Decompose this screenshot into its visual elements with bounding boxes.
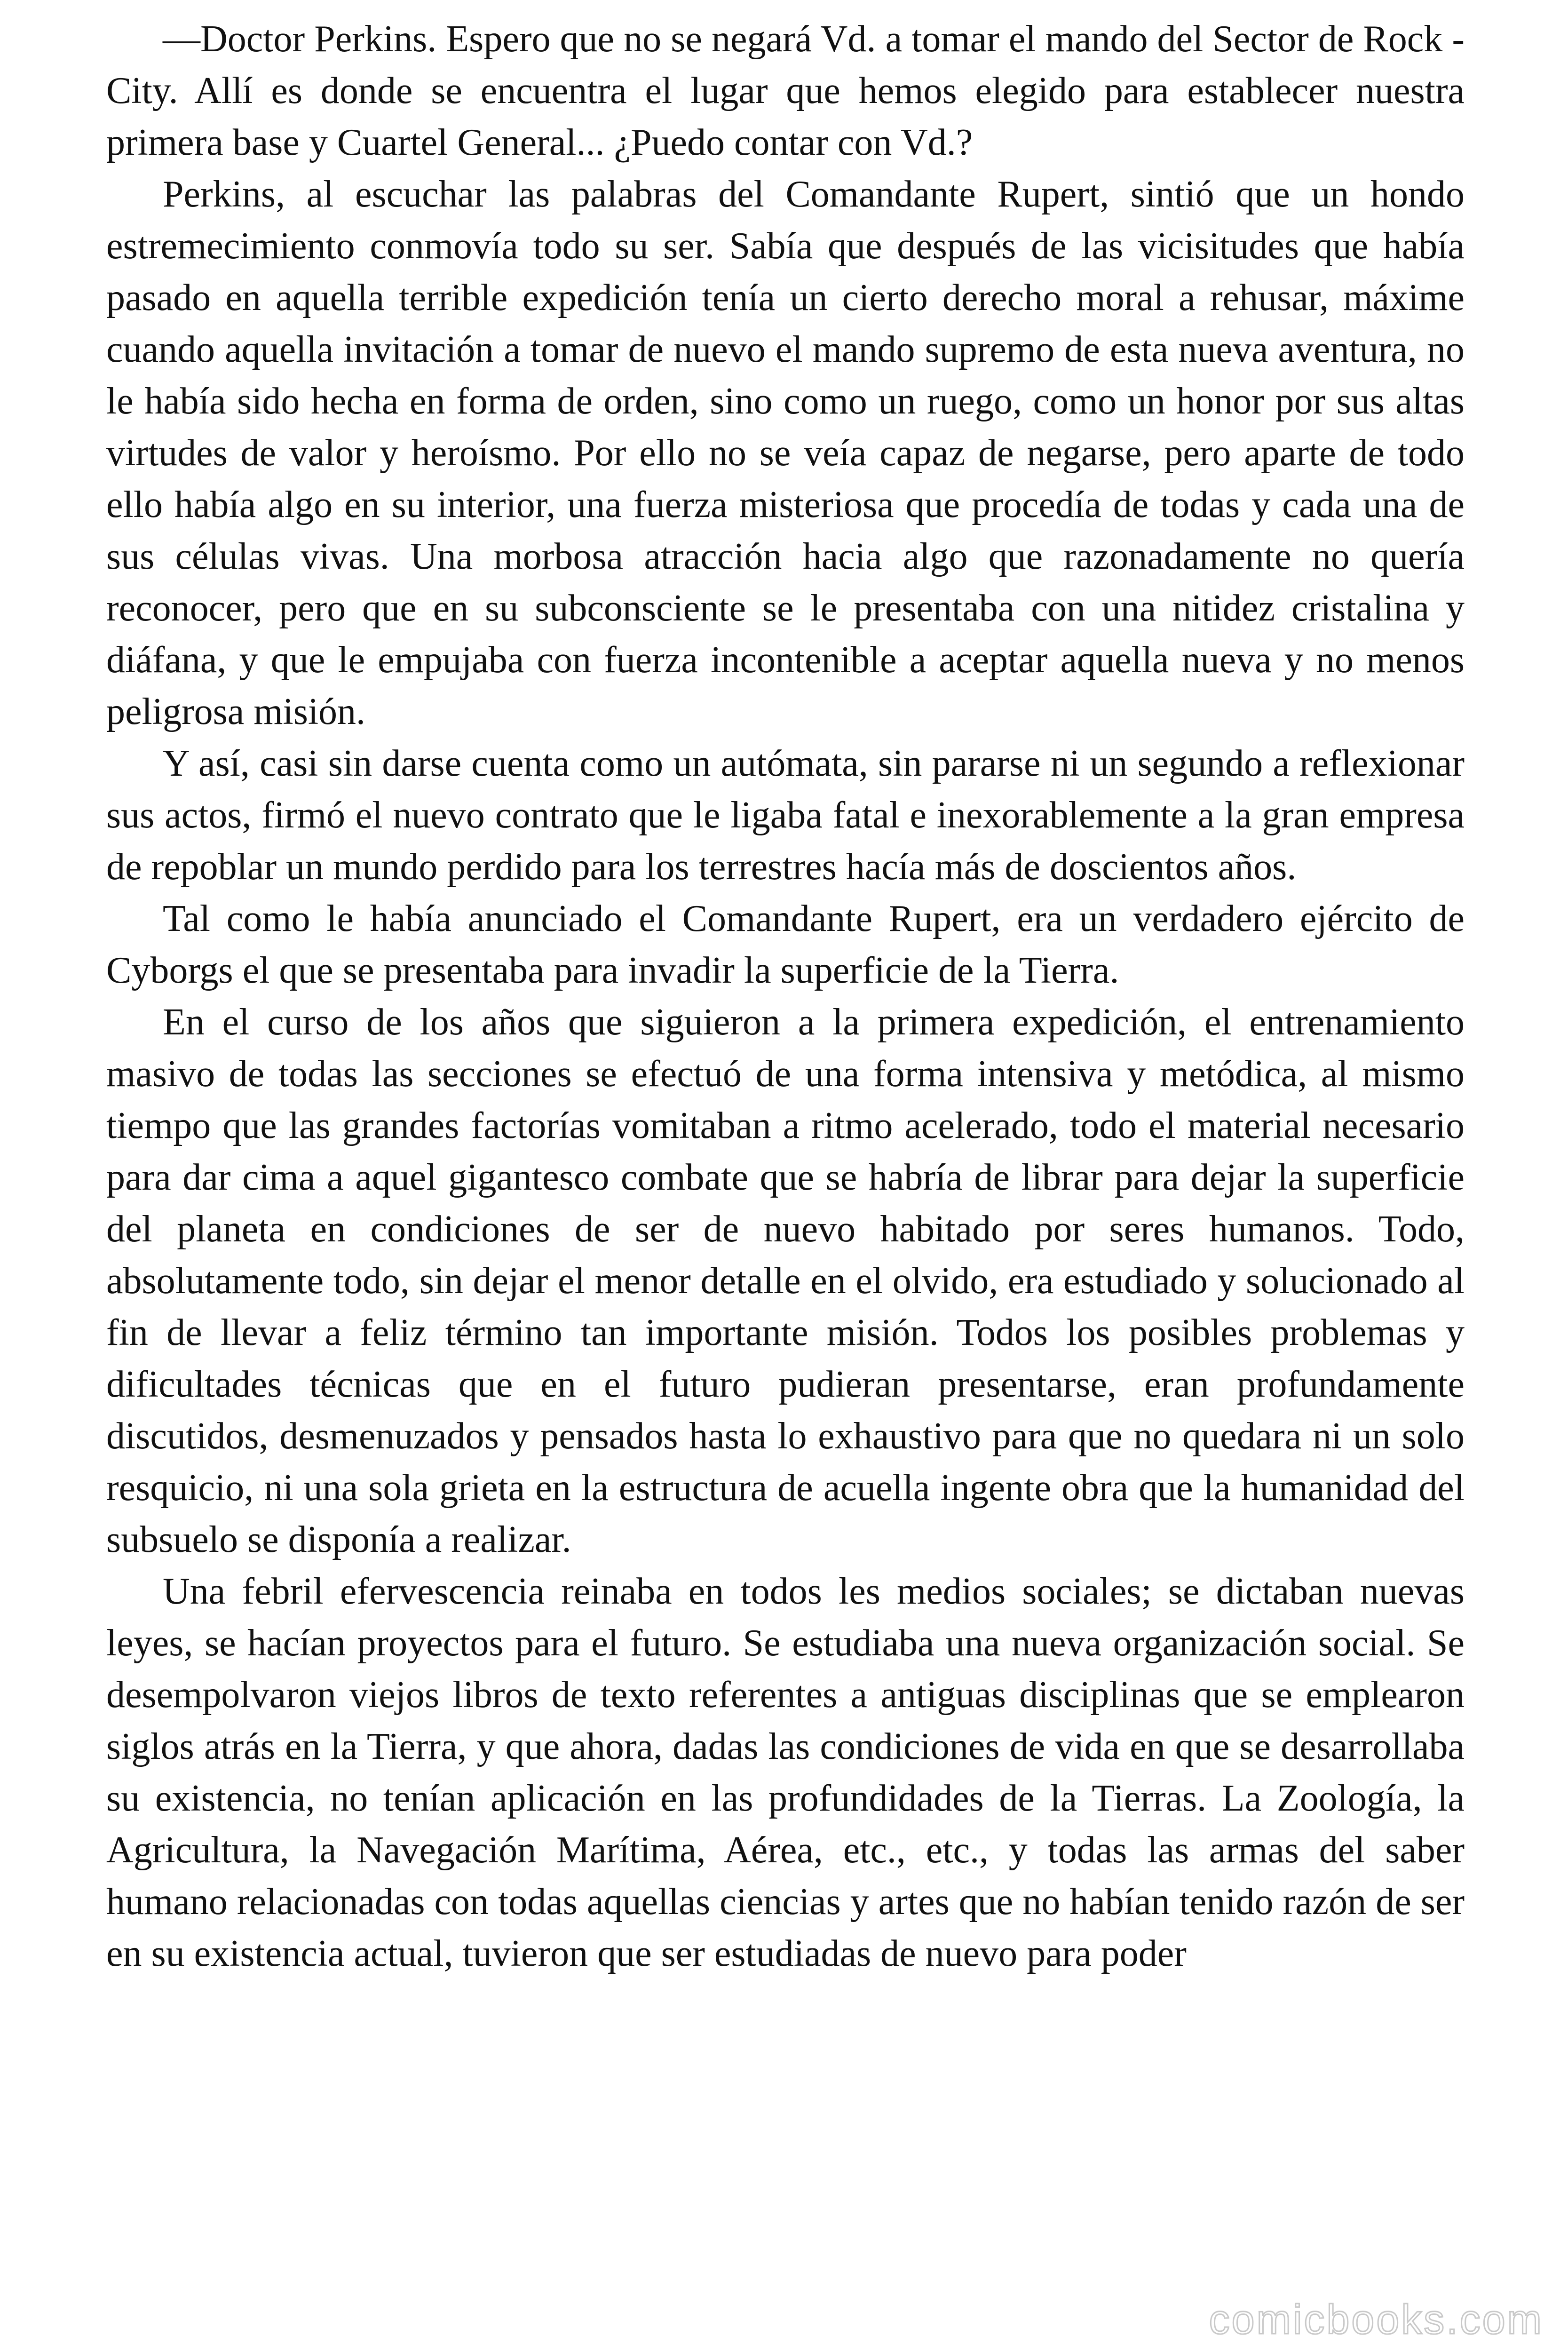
paragraph-4: Tal como le había anunciado el Comandante Rupert, era un verdadero ejército de Cyborgs el que se presentaba para invadir la superficie de la Tierra. [106, 898, 1465, 991]
paragraph-1: —Doctor Perkins. Espero que no se negará Vd. a tomar el mando del Sector de Rock - City. Allí es donde se encuentra el lugar que hemos elegido para establecer nuestra primera base y Cuartel General... ¿Puedo contar con Vd.? [106, 18, 1465, 163]
paragraph-3: Y así, casi sin darse cuenta como un autómata, sin pararse ni un segundo a reflexionar sus actos, firmó el nuevo contrato que le ligaba fatal e inexorablemente a la gran empresa de repoblar un mundo perdido para los terrestres hacía más de doscientos años. [106, 743, 1465, 888]
watermark-logo: comicbooks.com [1209, 2296, 1544, 2343]
paragraph-5: En el curso de los años que siguieron a la primera expedición, el entrenamiento masivo de todas las secciones se efectuó de una forma intensiva y metódica, al mismo tiempo que las grandes factorías vomitaban a ritmo acelerado, todo el material necesario para dar cima a aquel gigantesco combate que se habría de librar para dejar la superficie del planeta en condiciones de ser de nuevo habitado por seres humanos. Todo, absolutamente todo, sin dejar el menor detalle en el olvido, era estudiado y solucionado al fin de llevar a feliz término tan importante misión. Todos los posibles problemas y dificultades técnicas que en el futuro pudieran presentarse, eran profundamente discutidos, desmenuzados y pensados hasta lo exhaustivo para que no quedara ni un solo resquicio, ni una sola grieta en la estructura de acuella ingente obra que la humanidad del subsuelo se disponía a realizar. [106, 1001, 1465, 1560]
book-page-text [106, 13, 1465, 1979]
paragraph-6: Una febril efervescencia reinaba en todos les medios sociales; se dictaban nuevas leyes, se hacían proyectos para el futuro. Se estudiaba una nueva organización social. Se desempolvaron viejos libros de texto referentes a antiguas disciplinas que se emplearon siglos atrás en la Tierra, y que ahora, dadas las condiciones de vida en que se desarrollaba su existencia, no tenían aplicación en las profundidades de la Tierras. La Zoología, la Agricultura, la Navegación Marítima, Aérea, etc., etc., y todas las armas del saber humano relacionadas con todas aquellas ciencias y artes que no habían tenido razón de ser en su existencia actual, tuvieron que ser estudiadas de nuevo para poder [106, 1571, 1465, 1974]
paragraph-2: Perkins, al escuchar las palabras del Comandante Rupert, sintió que un hondo estremecimiento conmovía todo su ser. Sabía que después de las vicisitudes que había pasado en aquella terrible expedición tenía un cierto derecho moral a rehusar, máxime cuando aquella invitación a tomar de nuevo el mando supremo de esta nueva aventura, no le había sido hecha en forma de orden, sino como un ruego, como un honor por sus altas virtudes de valor y heroísmo. Por ello no se veía capaz de negarse, pero aparte de todo ello había algo en su interior, una fuerza misteriosa que procedía de todas y cada una de sus células vivas. Una morbosa atracción hacia algo que razonadamente no quería reconocer, pero que en su subconsciente se le presentaba con una nitidez cristalina y diáfana, y que le empujaba con fuerza incontenible a aceptar aquella nueva y no menos peligrosa misión. [106, 174, 1465, 732]
